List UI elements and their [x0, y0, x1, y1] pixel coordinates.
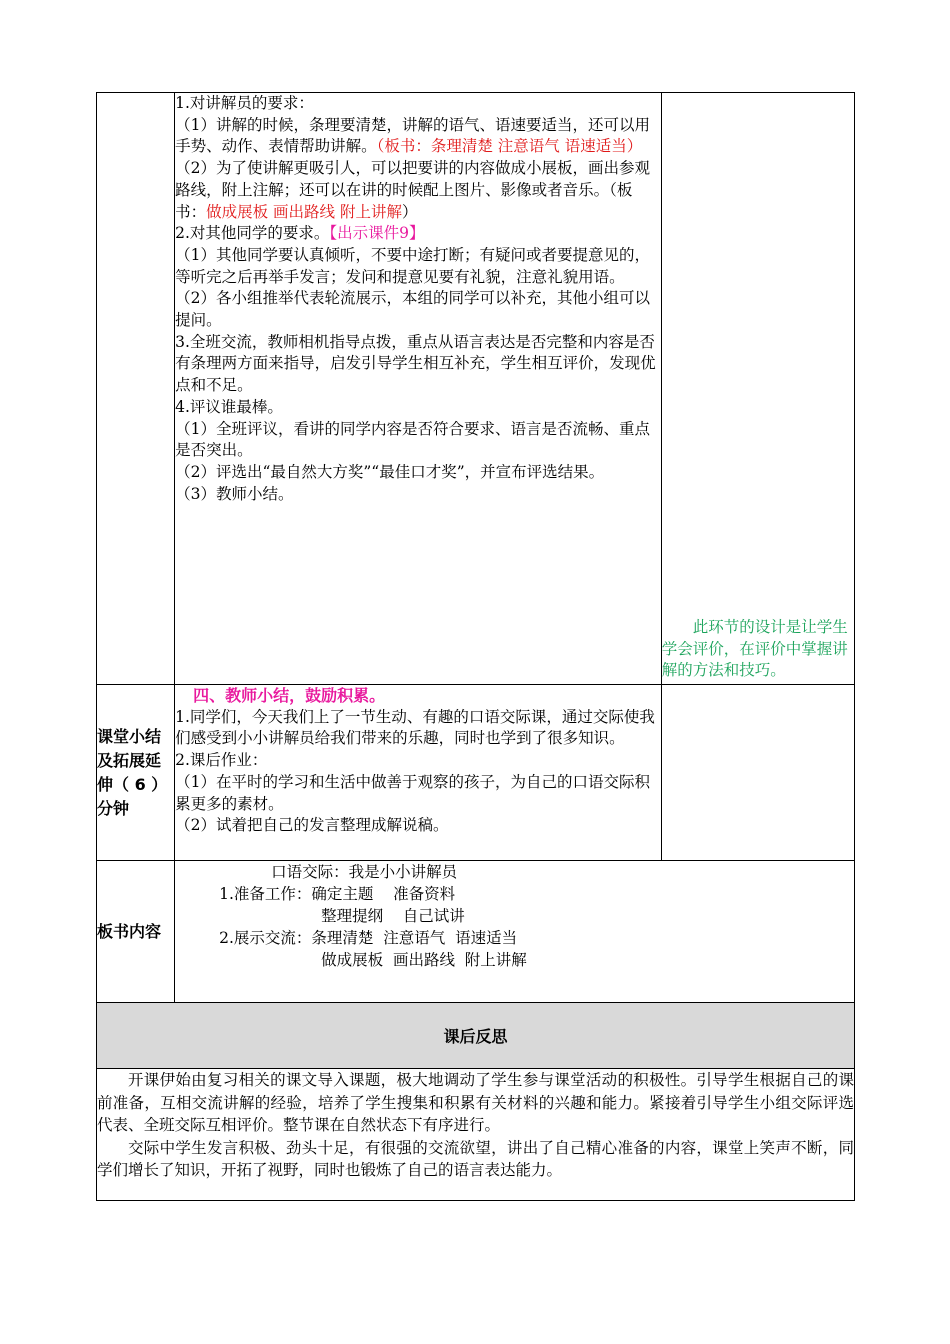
- board-title: 口语交际：我是小小讲解员: [271, 863, 458, 881]
- board-line: 整理提纲 自己试讲: [321, 907, 465, 925]
- board-line: 2.展示交流：条理清楚 注意语气 语速适当: [219, 929, 518, 947]
- summary-line: （1）在平时的学习和生活中做善于观察的孩子，为自己的口语交际积累更多的素材。: [175, 772, 650, 813]
- teaching-line: [175, 115, 661, 158]
- teaching-row: [97, 93, 855, 685]
- teaching-line: [175, 223, 661, 245]
- courseware-note: 【出示课件9】: [329, 224, 425, 243]
- reflection-title: 课后反思: [97, 1003, 855, 1069]
- teaching-line: 4.评议谁最棒。: [175, 397, 283, 416]
- teaching-label-cell: [97, 93, 175, 685]
- board-label: 板书内容: [97, 861, 175, 1003]
- board-note-1: （板书：条理清楚 注意语气 语速适当）: [376, 137, 643, 156]
- summary-note-cell: [661, 685, 854, 861]
- summary-line: 1.同学们，今天我们上了一节生动、有趣的口语交际课，通过交际使我们感受到小小讲解员给我们带来的乐趣，同时也学到了很多知识。: [175, 707, 655, 748]
- teaching-text: ）: [401, 202, 418, 221]
- teaching-line: 3.全班交流，教师相机指导点拨，重点从语言表达是否完整和内容是否有条理两方面来指导，启发引导学生相互补充，学生相互评价，发现优点和不足。: [175, 332, 656, 395]
- teaching-line: （1）其他同学要认真倾听，不要中途打断；有疑问或者要提意见的，等听完之后再举手发言；发问和提意见要有礼貌，注意礼貌用语。: [175, 245, 650, 286]
- teaching-line: （2）评选出“最自然大方奖”“最佳口才奖”，并宣布评选结果。: [175, 462, 605, 481]
- summary-title: 四、教师小结，鼓励积累。: [193, 686, 386, 705]
- teaching-line: （2）各小组推举代表轮流展示，本组的同学可以补充，其他小组可以提问。: [175, 289, 650, 330]
- design-note: 此环节的设计是让学生学会评价，在评价中掌握讲解的方法和技巧。: [661, 617, 848, 680]
- board-row: [97, 861, 855, 1003]
- lesson-plan-table: [96, 92, 855, 1201]
- teaching-line: 1.对讲解员的要求：: [175, 94, 314, 112]
- teaching-text: 2.对其他同学的要求。: [175, 224, 330, 243]
- board-content-cell: [175, 861, 855, 1003]
- teaching-content-cell: [175, 93, 662, 685]
- summary-line: 2.课后作业：: [175, 751, 268, 770]
- teaching-text: （1）讲解的时候，条理要清楚，讲解的语气、语速要适当，还可以用手势、动作、表情帮助讲解。: [175, 115, 650, 156]
- reflection-paragraph: 开课伊始由复习相关的课文导入课题，极大地调动了学生参与课堂活动的积极性。引导学生根据自己的课前准备，互相交流讲解的经验，培养了学生搜集和积累有关材料的兴趣和能力。紧接着引导学生小组交际评选代表、全班交际互相评价。整节课在自然状态下有序进行。: [97, 1071, 854, 1134]
- reflection-content-cell: [97, 1069, 855, 1201]
- teaching-line: （3）教师小结。: [175, 484, 294, 503]
- summary-label: 课堂小结及拓展延伸（ 6 ）分钟: [97, 685, 175, 861]
- reflection-row: [97, 1069, 855, 1201]
- board-note-2: 做成展板 画出路线 附上讲解: [206, 202, 402, 221]
- teaching-line: （1）全班评议，看讲的同学内容是否符合要求、语言是否流畅、重点是否突出。: [175, 419, 650, 460]
- design-note-cell: [661, 93, 854, 685]
- reflection-paragraph: 交际中学生发言积极、劲头十足，有很强的交流欲望，讲出了自己精心准备的内容，课堂上笑声不断，同学们增长了知识，开拓了视野，同时也锻炼了自己的语言表达能力。: [97, 1138, 854, 1179]
- board-line: 1.准备工作：确定主题 准备资料: [219, 885, 456, 903]
- summary-content-cell: [175, 685, 662, 861]
- board-line: 做成展板 画出路线 附上讲解: [321, 951, 527, 969]
- reflection-head-row: [97, 1003, 855, 1069]
- teaching-line: [175, 158, 661, 223]
- summary-line: （2）试着把自己的发言整理成解说稿。: [175, 816, 449, 835]
- summary-row: [97, 685, 855, 861]
- teaching-text: （2）为了使讲解更吸引人，可以把要讲的内容做成小展板，画出参观路线，附上注解；还可以在讲的时候配上图片、影像或者音乐。（板书：: [175, 159, 650, 221]
